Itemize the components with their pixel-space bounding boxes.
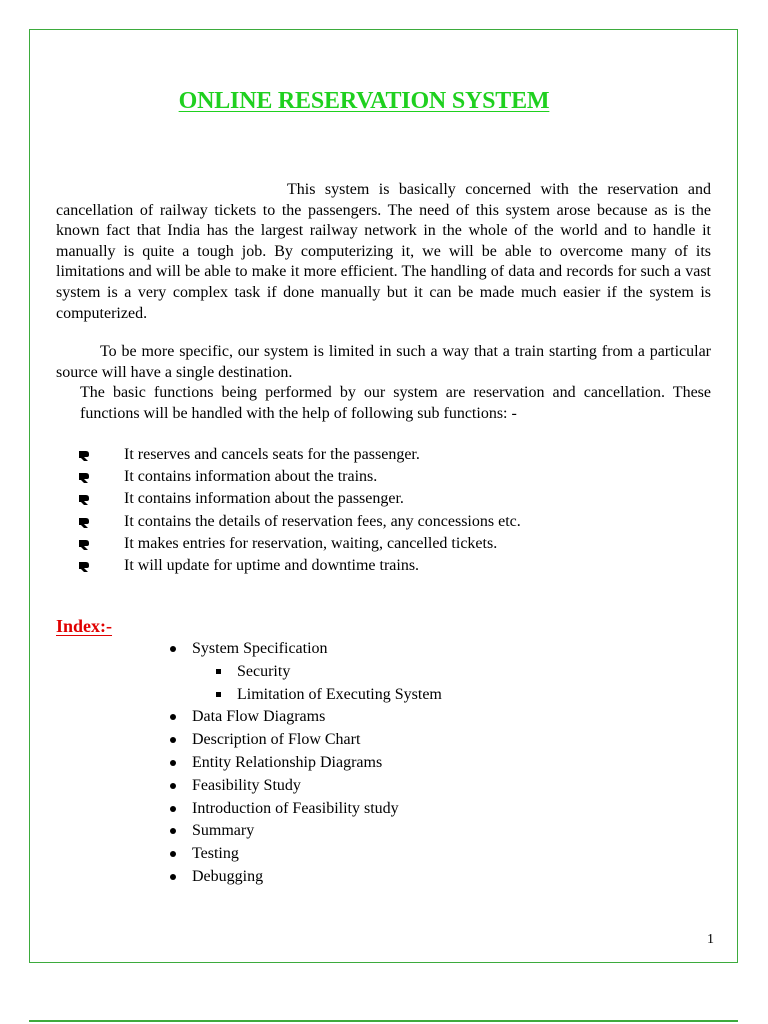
bullet-icon [170,851,176,857]
bullet-icon [170,783,176,789]
sub-functions-list [78,444,521,577]
bullet-icon [170,714,176,720]
index-item [167,706,442,729]
index-item [167,843,442,866]
list-item-text: It makes entries for reservation, waiting, cancelled tickets. [124,534,498,552]
square-bullet-icon [216,669,221,674]
index-item-label: Security [237,662,291,680]
bullet-icon [170,646,176,652]
list-item [78,511,521,533]
intro-paragraph [56,180,711,324]
list-item-text: It reserves and cancels seats for the passenger. [124,446,420,463]
index-item [167,729,442,752]
index-item [167,866,442,889]
pointing-hand-icon [78,472,90,484]
list-item [78,444,521,466]
intro-paragraph-text: This system is basically concerned with the reservation and cancellation of railway tickets to the passengers. The need of this system arose because as is the known fact that India has the largest railway network in the whole of the world and to handle it manually is quite a tough job. By computerizing it, we will be able to overcome many of its limitations and will be able to make it more efficient. The handling of data and records for such a vast system is a very complex task if done manually but it can be made much easier if the system is computerized. [56,181,711,322]
index-subitem [167,661,442,684]
index-item-label: Description of Flow Chart [192,731,361,749]
index-heading: Index:- [56,616,113,636]
index-item-label: Feasibility Study [192,776,301,794]
list-item [78,466,521,488]
index-item [167,638,442,661]
functions-paragraph: The basic functions being performed by our system are reservation and cancellation. These functions will be handled with the help of following sub functions: - [80,384,711,422]
index-item [167,752,442,775]
document-title: ONLINE RESERVATION SYSTEM [178,88,550,114]
bullet-icon [170,828,176,834]
list-item-text: It contains information about the passenger. [124,490,404,508]
bullet-icon [170,760,176,766]
index-subitem [167,684,442,707]
index-item [167,820,442,843]
list-item-text: It contains the details of reservation fees, any concessions etc. [124,512,521,530]
bullet-icon [170,874,176,880]
page-number: 1 [707,932,714,947]
index-item-label: Entity Relationship Diagrams [192,753,383,771]
index-item-label: Summary [192,822,255,840]
list-item [78,533,521,555]
index-list [167,638,442,889]
list-item-text: It will update for uptime and downtime trains. [124,556,420,574]
index-item-label: Limitation of Executing System [237,685,442,703]
bullet-icon [170,806,176,812]
index-item [167,798,442,821]
pointing-hand-icon [78,450,90,462]
pointing-hand-icon [78,517,90,529]
list-item [78,488,521,510]
index-item-label: Data Flow Diagrams [192,708,326,726]
index-item-label: Introduction of Feasibility study [192,799,399,817]
index-item [167,775,442,798]
square-bullet-icon [216,692,221,697]
index-item-label: Debugging [192,867,264,885]
index-item-label: System Specification [192,640,328,657]
pointing-hand-icon [78,561,90,573]
bottom-rule [29,1020,738,1022]
specific-paragraph [56,342,711,383]
list-item-text: It contains information about the trains. [124,468,378,486]
specific-paragraph-text: To be more specific, our system is limited in such a way that a train starting from a particular source will have a single destination. [56,343,711,381]
pointing-hand-icon [78,494,90,506]
list-item [78,555,521,577]
index-item-label: Testing [192,845,239,863]
pointing-hand-icon [78,539,90,551]
bullet-icon [170,737,176,743]
